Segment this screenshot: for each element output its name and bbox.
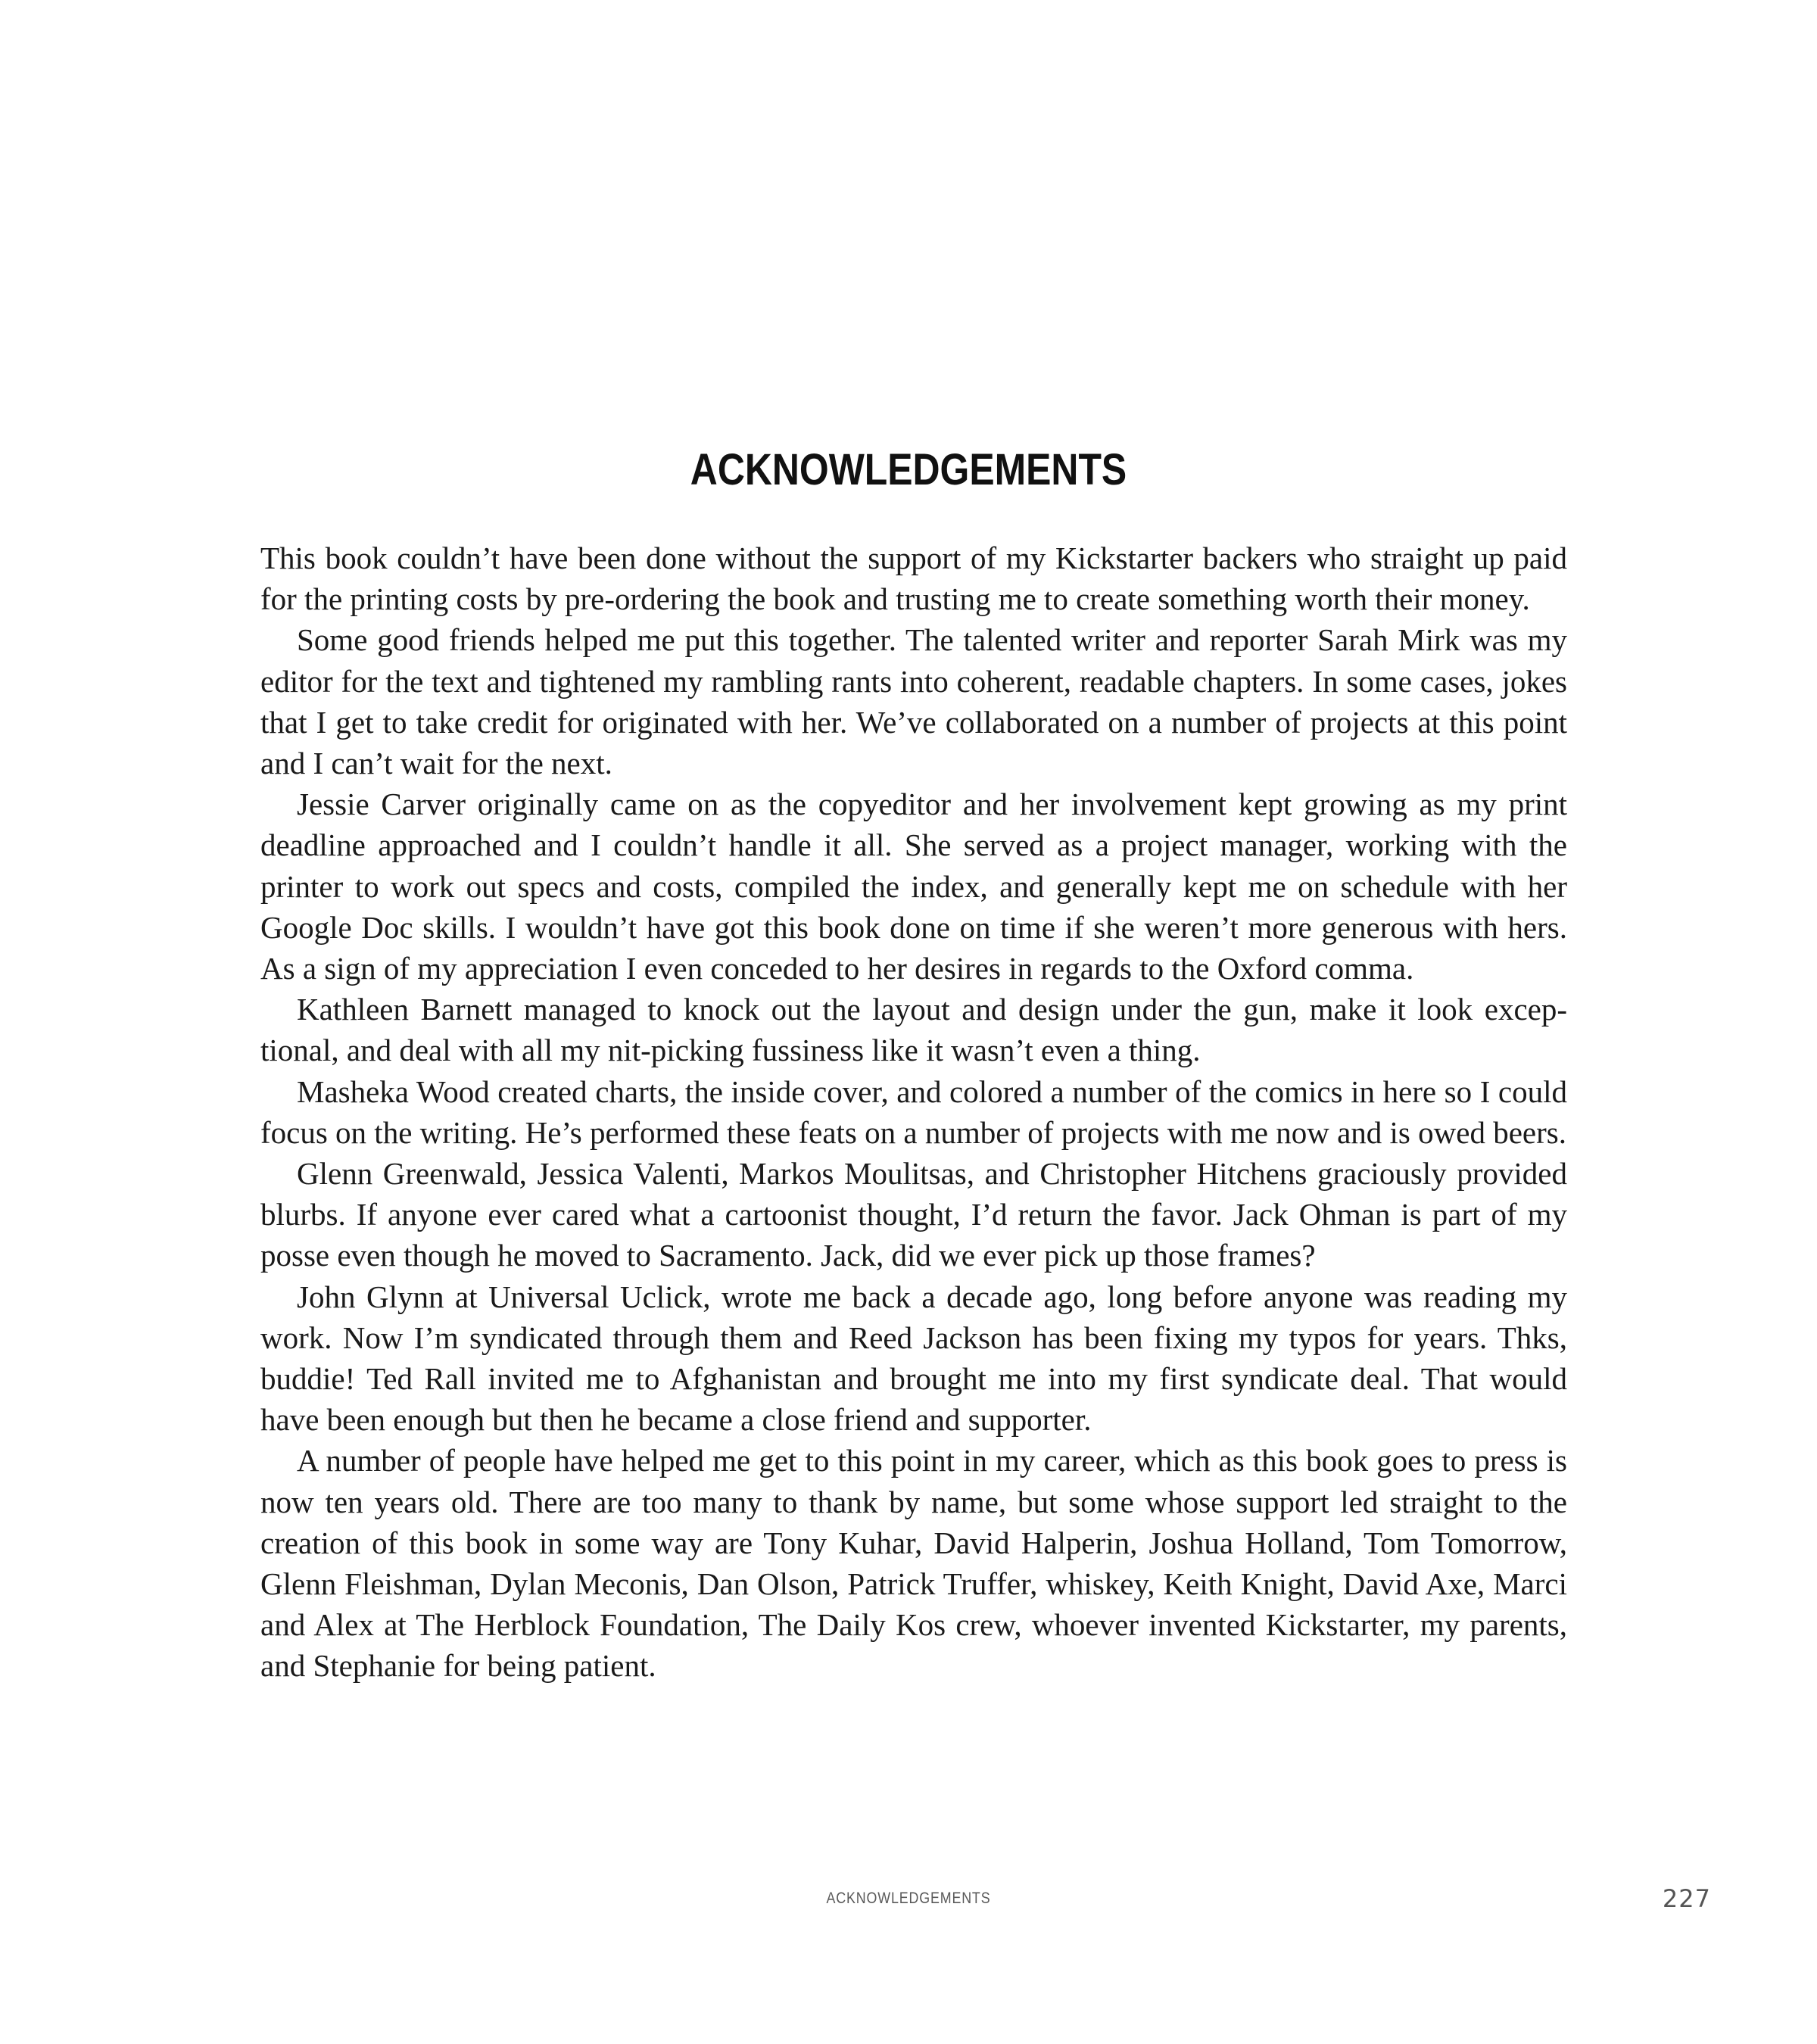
paragraph-5: Masheka Wood created charts, the inside cover, and colored a number of the comics in here so I could focus on the writing. He’s performed these feats on a number of projects with me now and is owed beers. — [260, 1073, 1567, 1150]
paragraph-6: Glenn Greenwald, Jessica Valenti, Markos Moulitsas, and Christopher Hitchens graciously provided blurbs. If anyone ever cared what a cartoonist thought, I’d return the favor. Jack Ohman is part of my posse even though he moved to Sacramento. Jack, did we ever pick up those frames? — [260, 1156, 1567, 1273]
paragraph-1: This book couldn’t have been done without the support of my Kickstarter backers who straight up paid for the printing costs by pre-ordering the book and trusting me to create something worth their money. — [260, 541, 1567, 617]
paragraph-8: A number of people have helped me get to this point in my career, which as this book goes to press is now ten years old. There are too many to thank by name, but some whose support led straight to the creation of this book in some way are Tony Kuhar, David Halperin, Joshua Holland, Tom Tomorrow, Glenn Fleishman, Dylan Meconis, Dan Olson, Patrick Truffer, whiskey, Keith Knight, David Axe, Marci and Alex at The Herblock Foundation, The Daily Kos crew, whoever invented Kickstarter, my parents, and Stephanie for being patient. — [260, 1443, 1567, 1684]
paragraph-2: Some good friends helped me put this together. The talented writer and reporter Sarah Mirk was my editor for the text and tightened my rambling rants into coherent, readable chapters. In some cases, jokes that I get to take credit for originated with her. We’ve collaborated on a number of projects at this point and I can’t wait for the next. — [260, 622, 1567, 781]
paragraph-7: John Glynn at Universal Uclick, wrote me back a decade ago, long before anyone was reading my work. Now I’m syndicated through them and Reed Jackson has been fixing my typos for years. Thks, buddie! Ted Rall invited me to Afghanistan and brought me into my first syndicate deal. That would have been enough but then he became a close friend and supporter. — [260, 1279, 1567, 1438]
paragraph-3: Jessie Carver originally came on as the copyeditor and her involvement kept growing as my print deadline approached and I couldn’t handle it all. She served as a project manager, working with the printer to work out specs and costs, compiled the index, and generally kept me on schedule with her Google Doc skills. I wouldn’t have got this book done on time if she weren’t more generous with hers. As a sign of my appreciation I even conceded to her desires in regards to the Oxford comma. — [260, 787, 1567, 986]
page-title: ACKNOWLEDGEMENTS — [690, 445, 1127, 494]
page-number: 227 — [1662, 1884, 1711, 1913]
body-text — [260, 537, 1567, 1687]
paragraph-4: Kathleen Barnett managed to knock out the layout and design under the gun, make it look exceptional, and deal with all my nit-picking fussiness like it wasn’t even a thing. — [260, 992, 1567, 1068]
running-head: ACKNOWLEDGEMENTS — [826, 1890, 991, 1907]
